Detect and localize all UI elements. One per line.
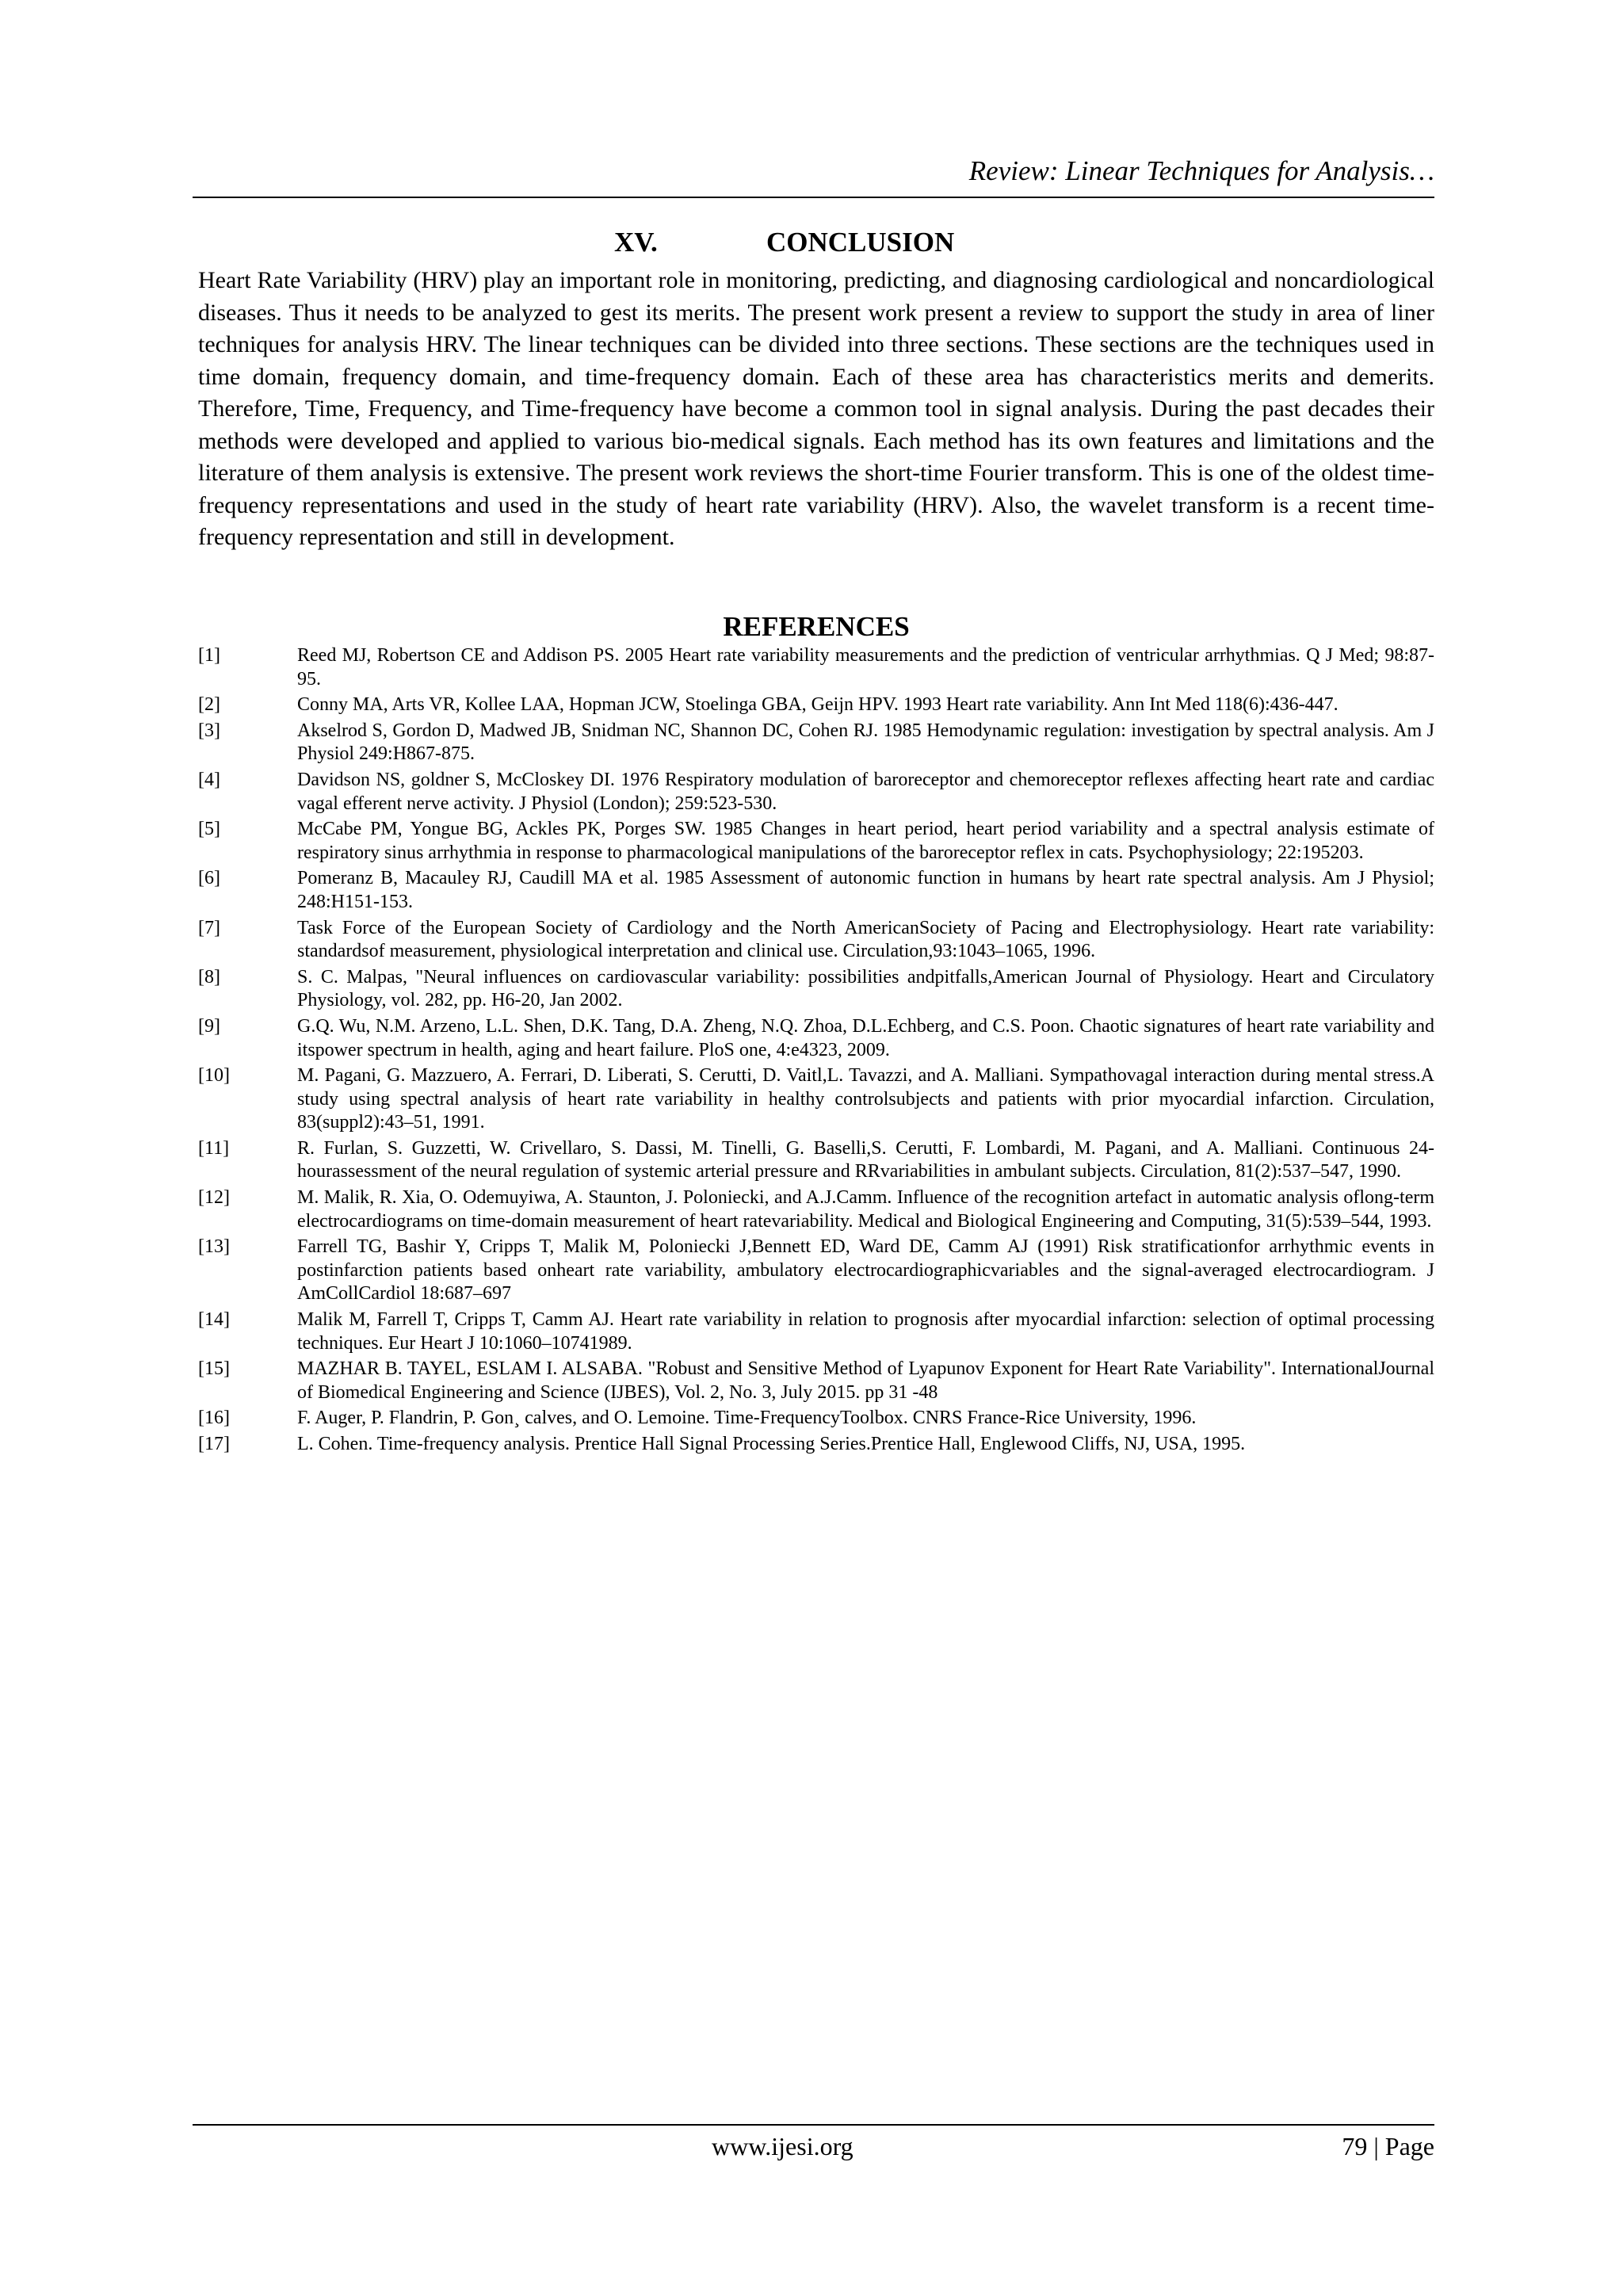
reference-number: [2] (198, 694, 220, 716)
running-title: Review: Linear Techniques for Analysis… (968, 155, 1434, 186)
reference-number: [5] (198, 819, 220, 840)
reference-text: S. C. Malpas, "Neural influences on cardiovascular variability: possibilities andpitfalls,American Journal of Physiology. Heart and Circulatory Physiology, vol. 282, pp. H6-20, Jan 2002. (297, 966, 1434, 1011)
reference-text: Malik M, Farrell T, Cripps T, Camm AJ. Heart rate variability in relation to prognosis after myocardial infarction: selection of optimal processing techniques. Eur Heart J 10:1060–10741989. (297, 1309, 1434, 1354)
reference-number: [8] (198, 966, 220, 988)
reference-item (198, 769, 1434, 816)
reference-text: M. Malik, R. Xia, O. Odemuyiwa, A. Staunton, J. Poloniecki, and A.J.Camm. Influence of the recognition artefact in automatic analysis oflong-term electrocardiograms on time-domain measurement of heart ratevariability. Medical and Biological Engineering and Computing, 31(5):539–544, 1993. (297, 1187, 1434, 1232)
footer-rule (193, 2124, 1434, 2126)
reference-list (198, 644, 1434, 1459)
reference-item (198, 1358, 1434, 1404)
reference-number: [4] (198, 769, 220, 790)
reference-item (198, 1236, 1434, 1306)
page-number: 79 | Page (1342, 2132, 1434, 2160)
reference-item (198, 1433, 1434, 1457)
reference-number: [15] (198, 1358, 230, 1380)
reference-text: McCabe PM, Yongue BG, Ackles PK, Porges SW. 1985 Changes in heart period, heart period variability and a spectral analysis estimate of respiratory sinus arrhythmia in response to pharmacological manipulations of the baroreceptor reflex in cats. Psychophysiology; 22:195203. (297, 819, 1434, 863)
reference-text: G.Q. Wu, N.M. Arzeno, L.L. Shen, D.K. Tang, D.A. Zheng, N.Q. Zhoa, D.L.Echberg, and C.S. Poon. Chaotic signatures of heart rate variability and itspower spectrum in health, aging and heart failure. PloS one, 4:e4323, 2009. (297, 1015, 1434, 1060)
reference-text: R. Furlan, S. Guzzetti, W. Crivellaro, S. Dassi, M. Tinelli, G. Baselli,S. Cerutti, F. Lombardi, M. Pagani, and A. Malliani. Continuous 24-hourassessment of the neural regulation of systemic arterial pressure and RRvariabilities in ambulant subjects. Circulation, 81(2):537–547, 1990. (297, 1137, 1434, 1182)
section-number: XV. (614, 227, 658, 258)
reference-number: [3] (198, 720, 220, 741)
reference-text: Pomeranz B, Macauley RJ, Caudill MA et al. 1985 Assessment of autonomic function in humans by heart rate spectral analysis. Am J Physiol; 248:H151-153. (297, 868, 1434, 912)
reference-text: MAZHAR B. TAYEL, ESLAM I. ALSABA. "Robust and Sensitive Method of Lyapunov Exponent for Heart Rate Variability". InternationalJournal of Biomedical Engineering and Science (IJBES), Vol. 2, No. 3, July 2015. pp 31 -48 (297, 1358, 1434, 1403)
reference-text: Davidson NS, goldner S, McCloskey DI. 1976 Respiratory modulation of baroreceptor and chemoreceptor reflexes affecting heart rate and cardiac vagal efferent nerve activity. J Physiol (London); 259:523-530. (297, 769, 1434, 814)
journal-url: www.ijesi.org (712, 2132, 854, 2160)
reference-item (198, 1407, 1434, 1431)
reference-number: [13] (198, 1236, 230, 1258)
page-header (193, 151, 1434, 198)
reference-item (198, 1186, 1434, 1233)
reference-number: [6] (198, 868, 220, 889)
reference-item (198, 1015, 1434, 1062)
reference-text: M. Pagani, G. Mazzuero, A. Ferrari, D. Liberati, S. Cerutti, D. Vaitl,L. Tavazzi, and A. Malliani. Sympathovagal interaction during mental stress.A study using spectral analysis of heart rate variability in healthy controlsubjects and patients with prior myocardial infarction. Circulation, 83(suppl2):43–51, 1991. (297, 1065, 1434, 1133)
reference-number: [10] (198, 1065, 230, 1087)
reference-item (198, 1308, 1434, 1355)
reference-item (198, 818, 1434, 865)
reference-item (198, 693, 1434, 717)
section-title: CONCLUSION (766, 227, 955, 258)
header-rule (193, 197, 1434, 198)
reference-number: [12] (198, 1187, 230, 1209)
reference-text: Farrell TG, Bashir Y, Cripps T, Malik M, Poloniecki J,Bennett ED, Ward DE, Camm AJ (1991) Risk stratificationfor arrhythmic events in postinfarction patients based onheart rate variability, ambulatory electrocardiographicvariables and the signal-averaged electrocardiogram. J AmCollCardiol 18:687–697 (297, 1236, 1434, 1305)
reference-item (198, 966, 1434, 1013)
reference-number: [16] (198, 1408, 230, 1429)
reference-number: [9] (198, 1015, 220, 1037)
reference-item (198, 644, 1434, 691)
reference-item (198, 1064, 1434, 1135)
reference-item (198, 917, 1434, 964)
references-heading: REFERENCES (723, 611, 910, 642)
reference-number: [1] (198, 645, 220, 666)
reference-text: L. Cohen. Time-frequency analysis. Prentice Hall Signal Processing Series.Prentice Hall, Englewood Cliffs, NJ, USA, 1995. (297, 1434, 1246, 1454)
reference-text: F. Auger, P. Flandrin, P. Gon¸ calves, and O. Lemoine. Time-FrequencyToolbox. CNRS France-Rice University, 1996. (297, 1408, 1197, 1429)
reference-item (198, 867, 1434, 914)
reference-number: [17] (198, 1434, 230, 1454)
reference-text: Akselrod S, Gordon D, Madwed JB, Snidman NC, Shannon DC, Cohen RJ. 1985 Hemodynamic regulation: investigation by spectral analysis. Am J Physiol 249:H867-875. (297, 720, 1434, 765)
reference-number: [7] (198, 917, 220, 938)
reference-text: Conny MA, Arts VR, Kollee LAA, Hopman JCW, Stoelinga GBA, Geijn HPV. 1993 Heart rate variability. Ann Int Med 118(6):436-447. (297, 694, 1338, 716)
page-footer (193, 2124, 1434, 2172)
reference-text: Task Force of the European Society of Cardiology and the North AmericanSociety of Pacing and Electrophysiology. Heart rate variability: standardsof measurement, physiological interpretation and clinical use. Circulation,93:1043–1065, 1996. (297, 917, 1434, 962)
reference-text: Reed MJ, Robertson CE and Addison PS. 2005 Heart rate variability measurements and the prediction of ventricular arrhythmias. Q J Med; 98:87-95. (297, 645, 1434, 690)
reference-number: [14] (198, 1309, 230, 1331)
reference-item (198, 720, 1434, 766)
reference-item (198, 1137, 1434, 1184)
reference-number: [11] (198, 1137, 230, 1159)
conclusion-paragraph: Heart Rate Variability (HRV) play an important role in monitoring, predicting, and diagnosing cardiological and noncardiological diseases. Thus it needs to be analyzed to gest its merits. The present work present a review to support the study in area of liner techniques for analysis HRV. The linear techniques can be divided into three sections. These sections are the techniques used in time domain, frequency domain, and time-frequency domain. Each of these area has characteristics merits and demerits. Therefore, Time, Frequency, and Time-frequency have become a common tool in signal analysis. During the past decades their methods were developed and applied to various bio-medical signals. Each method has its own features and limitations and the literature of them analysis is extensive. The present work reviews the short-time Fourier transform. This is one of the oldest time-frequency representations and used in the study of heart rate variability (HRV). Also, the wavelet transform is a recent time-frequency representation and still in development. (198, 267, 1434, 550)
